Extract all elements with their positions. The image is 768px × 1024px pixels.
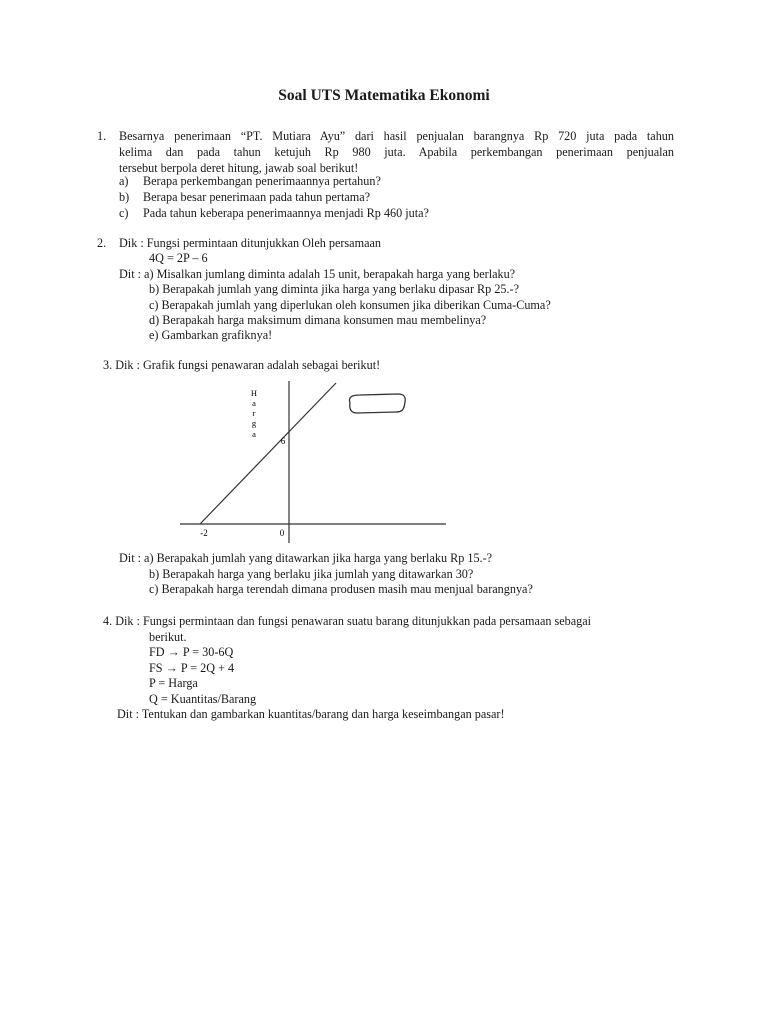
page-title: Soal UTS Matematika Ekonomi	[278, 87, 490, 104]
x-intercept-label: -2	[200, 528, 208, 538]
supply-line	[200, 383, 336, 524]
q2-dit-a: Dit : a) Misalkan jumlang diminta adalah 15 unit, berapakah harga yang berlaku?	[119, 267, 516, 281]
y-axis-label	[251, 388, 257, 439]
origin-label: 0	[279, 528, 285, 538]
y-intercept-label: 6	[280, 436, 286, 446]
q1-line-1: Besarnya penerimaan “PT. Mutiara Ayu” dari hasil penjualan barangnya Rp 720 juta pada tahun	[119, 129, 674, 143]
q1-line-2: kelima dan pada tahun ketujuh Rp 980 juta. Apabila perkembangan penerimaan penjualan	[119, 145, 674, 159]
q2-e: e) Gambarkan grafiknya!	[149, 328, 273, 342]
q2-equation: 4Q = 2P – 6	[149, 251, 208, 265]
q1-b: Berapa besar penerimaan pada tahun pertama?	[143, 190, 371, 204]
q4-fs: FS → P = 2Q + 4	[149, 661, 235, 675]
ylabel-letter: g	[251, 418, 257, 428]
q2-c: c) Berapakah jumlah yang diperlukan oleh konsumen jika diberikan Cuma-Cuma?	[149, 298, 551, 312]
q2-dik: Dik : Fungsi permintaan ditunjukkan Oleh persamaan	[119, 236, 381, 250]
q1-c: Pada tahun keberapa penerimaannya menjadi Rp 460 juta?	[143, 206, 429, 220]
q4-dit: Dit : Tentukan dan gambarkan kuantitas/barang dan harga keseimbangan pasar!	[117, 707, 505, 721]
q2-number: 2.	[97, 236, 107, 250]
q1-a: Berapa perkembangan penerimaannya pertahun?	[143, 174, 381, 188]
q4-fd: FD → P = 30-6Q	[149, 645, 234, 659]
q4-dik-line-1: 4. Dik : Fungsi permintaan dan fungsi penawaran suatu barang ditunjukkan pada persamaan sebagai	[103, 614, 592, 628]
q1-number: 1.	[97, 129, 107, 143]
ylabel-letter: r	[252, 408, 256, 418]
ylabel-letter: a	[252, 398, 256, 408]
q3-dit-a: Dit : a) Berapakah jumlah yang ditawarkan jika harga yang berlaku Rp 15.-?	[119, 551, 493, 565]
ylabel-letter: a	[252, 429, 256, 439]
q3-c: c) Berapakah harga terendah dimana produsen masih mau menjual barangnya?	[149, 582, 533, 596]
q1-c-marker: c)	[119, 206, 129, 220]
q3-b: b) Berapakah harga yang berlaku jika jumlah yang ditawarkan 30?	[149, 567, 474, 581]
q4-q: Q = Kuantitas/Barang	[149, 692, 257, 706]
q1-a-marker: a)	[119, 174, 129, 188]
q1-b-marker: b)	[119, 190, 130, 204]
q4-p: P = Harga	[149, 676, 198, 690]
q2-d: d) Berapakah harga maksimum dimana konsumen mau membelinya?	[149, 313, 487, 327]
q1-line-3: tersebut berpola deret hitung, jawab soal berikut!	[119, 161, 359, 175]
hand-drawn-box	[349, 394, 405, 413]
ylabel-letter: H	[250, 388, 258, 398]
q4-dik-line-2: berikut.	[149, 630, 187, 644]
q2-b: b) Berapakah jumlah yang diminta jika harga yang berlaku dipasar Rp 25.-?	[149, 282, 520, 296]
q3-dik: 3. Dik : Grafik fungsi penawaran adalah sebagai berikut!	[103, 358, 381, 372]
supply-graph	[152, 381, 450, 543]
